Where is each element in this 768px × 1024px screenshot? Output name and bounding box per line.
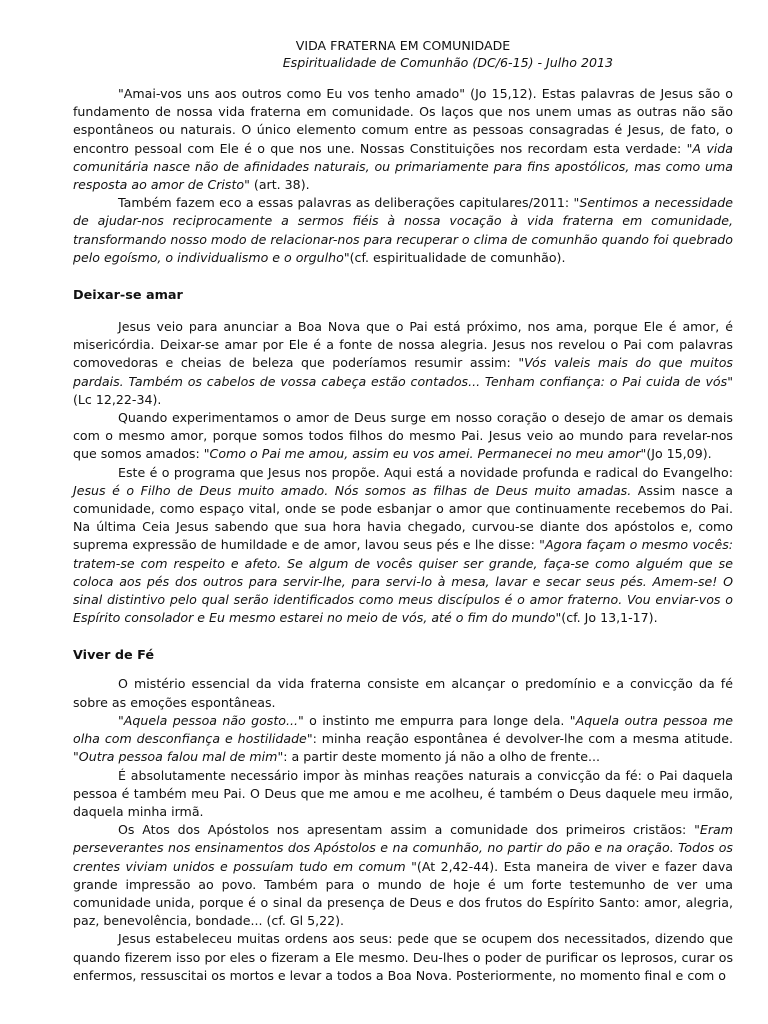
body-paragraph: Os Atos dos Apóstolos nos apresentam assim a comunidade dos primeiros cristãos: "Eram perseverantes nos ensinamentos dos Apóstolos e na comunhão, no partir do pão e na oração. Todos os crentes viviam unidos e possuíam tudo em comum "(At 2,42-44). Esta maneira de viver e fazer dava grande impressão ao povo. Também para o mundo de hoje é um forte testemunho de ver uma comunidade unida, porque é o sinal da presença de Deus e dos frutos do Espírito Santo: amor, alegria, paz, benevolência, bondade... (cf. Gl 5,22). — [73, 822, 734, 929]
body-paragraph: O mistério essencial da vida fraterna consiste em alcançar o predomínio e a convicção da fé sobre as emoções espontâneas. — [73, 676, 733, 710]
intro-paragraph: "Amai-vos uns aos outros como Eu vos tenho amado" (Jo 15,12). Estas palavras de Jesus são o fundamento de nossa vida fraterna em comunidade. Os laços que nos unem umas as outras não são espontâneos ou naturais. O único elemento comum entre as pessoas consagradas é Jesus, de fato, o encontro pessoal com Ele é o que nos une. Nossas Constituições nos recordam esta verdade: "A vida comunitária nasce não de afinidades naturais, ou primariamente para fins apostólicos, mas como uma resposta ao amor de Cristo" (art. 38). — [73, 86, 733, 193]
body-paragraph: "Aquela pessoa não gosto..." o instinto me empurra para longe dela. "Aquela outra pessoa me olha com desconfiança e hostilidade": minha reação espontânea é devolver-lhe com a mesma atitude. "Outra pessoa falou mal de mim": a partir deste momento já não a olho de frente... — [73, 712, 734, 765]
document-subtitle: Espiritualidade de Comunhão (DC/6-15) - Julho 2013 — [282, 55, 613, 70]
section-heading-viver-de-fe: Viver de Fé — [73, 648, 155, 664]
body-paragraph: Jesus veio para anunciar a Boa Nova que o Pai está próximo, nos ama, porque Ele é amor, é misericórdia. Deixar-se amar por Ele é a fonte de nossa alegria. Jesus nos revelou o Pai com palavras comovedoras e cheias de beleza que poderíamos resumir assim: "Vós valeis mais do que muitos pardais. Também os cabelos de vossa cabeça estão contados... Tenham confiança: o Pai cuida de vós" (Lc 12,22-34). — [73, 319, 733, 407]
document-page — [73, 0, 733, 985]
section-heading-deixar-se-amar: Deixar-se amar — [73, 288, 183, 304]
body-paragraph: Quando experimentamos o amor de Deus surge em nosso coração o desejo de amar os demais com o mesmo amor, porque somos todos filhos do mesmo Pai. Jesus veio ao mundo para revelar-nos que somos amados: "Como o Pai me amou, assim eu vos amei. Permanecei no meu amor"(Jo 15,09). — [73, 410, 733, 462]
body-paragraph: Jesus estabeleceu muitas ordens aos seus: pede que se ocupem dos necessitados, dizendo que quando fizerem isso por eles o fizeram a Ele mesmo. Deu-lhes o poder de purificar os leprosos, curar os enfermos, ressuscitai os mortos e levar a todos a Boa Nova. Posteriormente, no momento final e com o — [73, 931, 733, 983]
document-title: VIDA FRATERNA EM COMUNIDADE — [295, 38, 511, 53]
body-paragraph: Este é o programa que Jesus nos propõe. Aqui está a novidade profunda e radical do Evangelho: Jesus é o Filho de Deus muito amado. Nós somos as filhas de Deus muito amadas. Assim nasce a comunidade, como espaço vital, onde se pode esbanjar o amor que continuamente recebemos do Pai. Na última Ceia Jesus sabendo que sua hora havia chegado, curvou-se diante dos apóstolos e, como suprema expressão de humildade e de amor, lavou seus pés e lhe disse: "Agora façam o mesmo vocês: tratem-se com respeito e afeto. Se algum de vocês quiser ser grande, faça-se como alguém que se coloca aos pés dos outros para servir-lhe, para servi-lo à mesa, lavar e secar seus pés. Amem-se! O sinal distintivo pelo qual serão identificados como meus discípulos é o amor fraterno. Vou enviar-vos o Espírito consolador e Eu mesmo estarei no meio de vós, até o fim do mundo"(cf. Jo 13,1-17). — [73, 464, 733, 626]
intro-paragraph: Também fazem eco a essas palavras as deliberações capitulares/2011: "Sentimos a necessidade de ajudar-nos reciprocamente a sermos fiéis à nossa vocação à vida fraterna em comunidade, transformando nosso modo de relacionar-nos para recuperar o clima de comunhão quando foi quebrado pelo egoísmo, o individualismo e o orgulho"(cf. espiritualidade de comunhão). — [73, 195, 733, 265]
body-paragraph: É absolutamente necessário impor às minhas reações naturais a convicção da fé: o Pai daquela pessoa é também meu Pai. O Deus que me amou e me acolheu, é também o Deus daquele meu irmão, daquela minha irmã. — [73, 767, 733, 819]
